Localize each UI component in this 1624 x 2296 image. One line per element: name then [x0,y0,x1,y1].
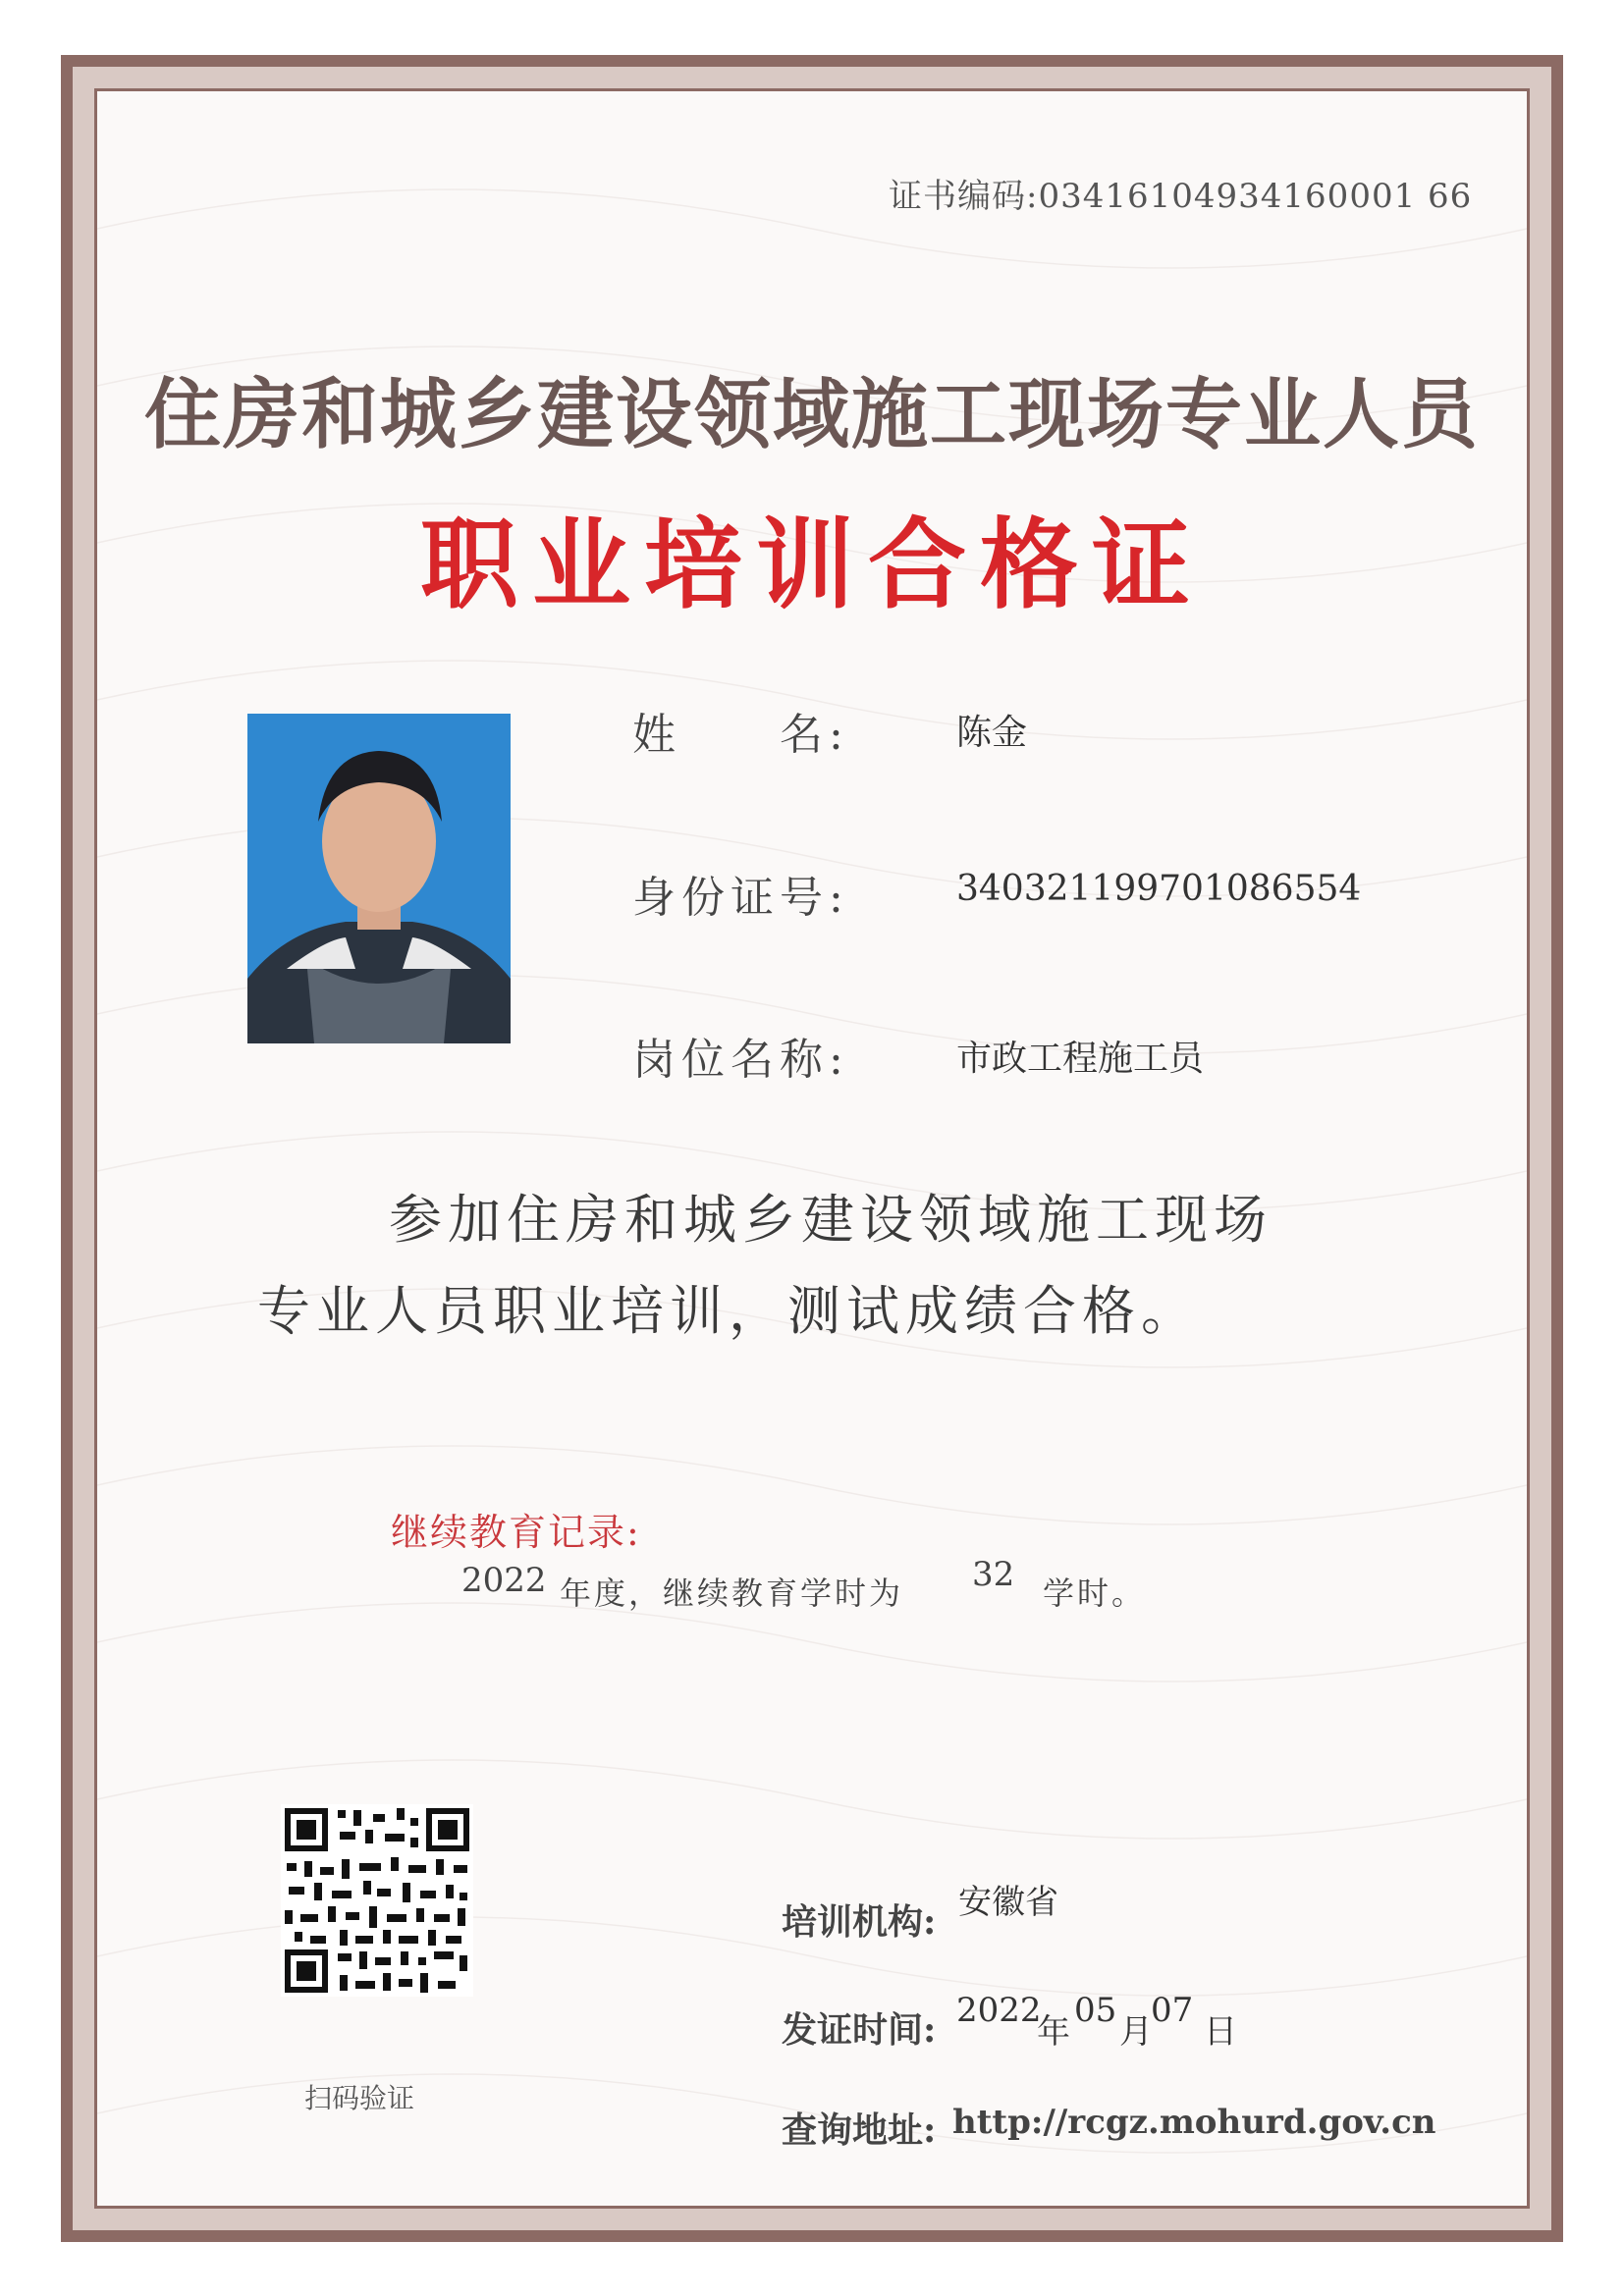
holder-photo [247,714,511,1043]
scan-to-verify-label: 扫码验证 [304,2082,415,2114]
issue-date-year-unit: 年 [1037,2012,1070,2052]
certificate-number-value: 03416104934160001 66 [1038,177,1473,216]
person-portrait-image [247,714,511,1043]
position-label: 岗位名称: [632,1035,849,1085]
issue-date-day-unit: 日 [1204,2012,1237,2052]
issue-date-month-unit: 月 [1119,2012,1153,2052]
issue-date-month: 05 [1074,1991,1117,2030]
statement-line1: 参加住房和城乡建设领域施工现场 [389,1189,1272,1251]
position-value: 市政工程施工员 [956,1039,1205,1079]
issue-date-day: 07 [1151,1991,1194,2030]
name-label: 姓 名: [632,710,849,760]
issue-date-label: 发证时间: [782,2009,937,2051]
query-url-link[interactable]: http://rcgz.mohurd.gov.cn [952,2103,1436,2142]
training-org-label: 培训机构: [782,1901,937,1943]
continuing-education-text-a: 年度，继续教育学时为 [560,1575,904,1612]
certificate-number-label: 证书编码: [889,177,1039,216]
issue-date-year: 2022 [956,1991,1042,2030]
training-org-value: 安徽省 [958,1883,1058,1922]
certificate-title-line1: 住房和城乡建设领域施工现场专业人员 [143,370,1480,459]
statement-line2: 专业人员职业培训，测试成绩合格。 [257,1280,1200,1342]
query-url-label: 查询地址: [782,2109,937,2151]
name-value: 陈金 [956,713,1028,753]
continuing-education-hours: 32 [972,1555,1015,1594]
continuing-education-year: 2022 [461,1561,547,1600]
verification-qr-code[interactable] [281,1804,473,1997]
id-number-label: 身份证号: [632,873,849,923]
id-number-value: 340321199701086554 [956,869,1362,909]
certificate-title-line2: 职业培训合格证 [420,507,1204,622]
qr-code-icon [281,1804,473,1997]
continuing-education-label: 继续教育记录: [391,1511,641,1554]
certificate-number [889,169,1472,217]
continuing-education-text-b: 学时。 [1043,1575,1147,1612]
